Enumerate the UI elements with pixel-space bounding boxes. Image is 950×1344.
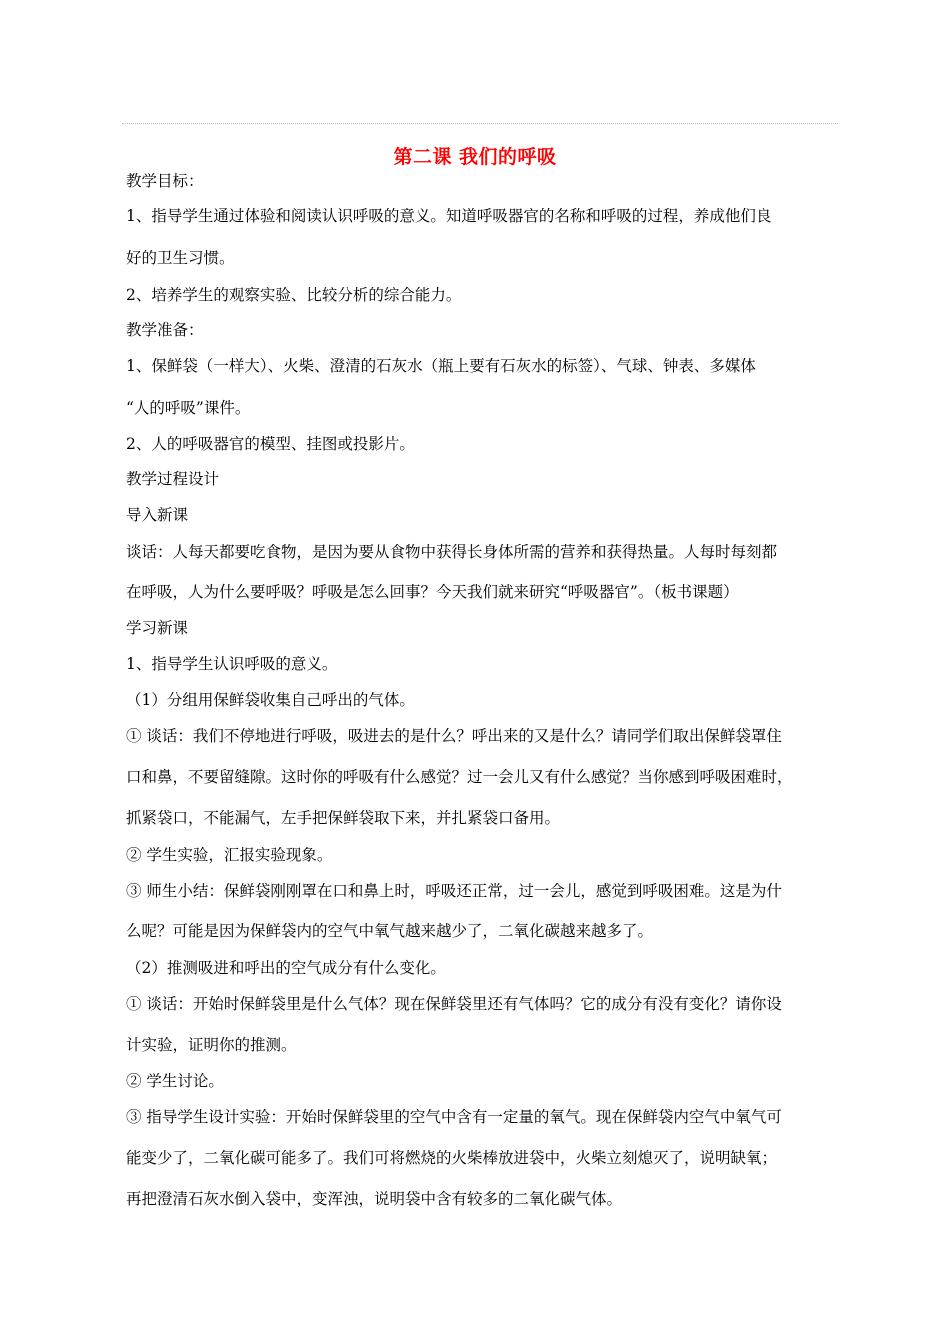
text-line: “人的呼吸”课件。 — [126, 399, 251, 417]
text-line: 在呼吸，人为什么要呼吸？呼吸是怎么回事？今天我们就来研究“呼吸器官”。（板书课题） — [126, 583, 739, 601]
text-line: 能变少了，二氧化碳可能多了。我们可将燃烧的火柴棒放进袋中，火柴立刻熄灭了，说明缺氧； — [126, 1149, 778, 1167]
text-line: 计实验，证明你的推测。 — [126, 1036, 297, 1054]
text-line: 口和鼻，不要留缝隙。这时你的呼吸有什么感觉？过一会儿又有什么感觉？当你感到呼吸困难时， — [126, 768, 793, 786]
text-line: ③ 指导学生设计实验：开始时保鲜袋里的空气中含有一定量的氧气。现在保鲜袋内空气中氧气可 — [126, 1108, 782, 1126]
text-line: 1、指导学生认识呼吸的意义。 — [126, 655, 338, 673]
text-line: 抓紧袋口，不能漏气，左手把保鲜袋取下来，并扎紧袋口备用。 — [126, 809, 561, 827]
section-heading-process: 教学过程设计 — [126, 470, 220, 488]
subsection-heading-new-lesson: 学习新课 — [126, 619, 189, 637]
subsection-heading-intro: 导入新课 — [126, 506, 189, 524]
text-line: 好的卫生习惯。 — [126, 249, 235, 267]
text-line: 再把澄清石灰水倒入袋中，变浑浊，说明袋中含有较多的二氧化碳气体。 — [126, 1190, 623, 1208]
section-heading-preparation: 教学准备： — [126, 321, 204, 339]
lesson-title: 第二课 我们的呼吸 — [393, 146, 557, 168]
section-heading-objectives: 教学目标： — [126, 172, 204, 190]
text-line: 1、保鲜袋（一样大）、火柴、澄清的石灰水（瓶上要有石灰水的标签）、气球、钟表、多媒体 — [126, 357, 756, 375]
text-line: 谈话：人每天都要吃食物，是因为要从食物中获得长身体所需的营养和获得热量。人每时每刻都 — [126, 543, 778, 561]
text-line: ② 学生讨论。 — [126, 1072, 224, 1090]
text-line: 1、指导学生通过体验和阅读认识呼吸的意义。知道呼吸器官的名称和呼吸的过程，养成他们良 — [126, 207, 772, 225]
text-line: （2）推测吸进和呼出的空气成分有什么变化。 — [126, 959, 446, 977]
text-line: ① 谈话：开始时保鲜袋里是什么气体？现在保鲜袋里还有气体吗？它的成分有没有变化？请你设 — [126, 995, 782, 1013]
header-divider — [122, 123, 838, 124]
text-line: ② 学生实验，汇报实验现象。 — [126, 846, 333, 864]
text-line: 2、人的呼吸器官的模型、挂图或投影片。 — [126, 435, 415, 453]
text-line: 2、培养学生的观察实验、比较分析的综合能力。 — [126, 286, 462, 304]
text-line: ③ 师生小结：保鲜袋刚刚罩在口和鼻上时，呼吸还正常，过一会儿，感觉到呼吸困难。这是为什 — [126, 882, 782, 900]
text-line: （1）分组用保鲜袋收集自己呼出的气体。 — [126, 691, 415, 709]
text-line: 么呢？可能是因为保鲜袋内的空气中氧气越来越少了，二氧化碳越来越多了。 — [126, 922, 654, 940]
text-line: ① 谈话：我们不停地进行呼吸，吸进去的是什么？呼出来的又是什么？请同学们取出保鲜袋罩住 — [126, 727, 782, 745]
